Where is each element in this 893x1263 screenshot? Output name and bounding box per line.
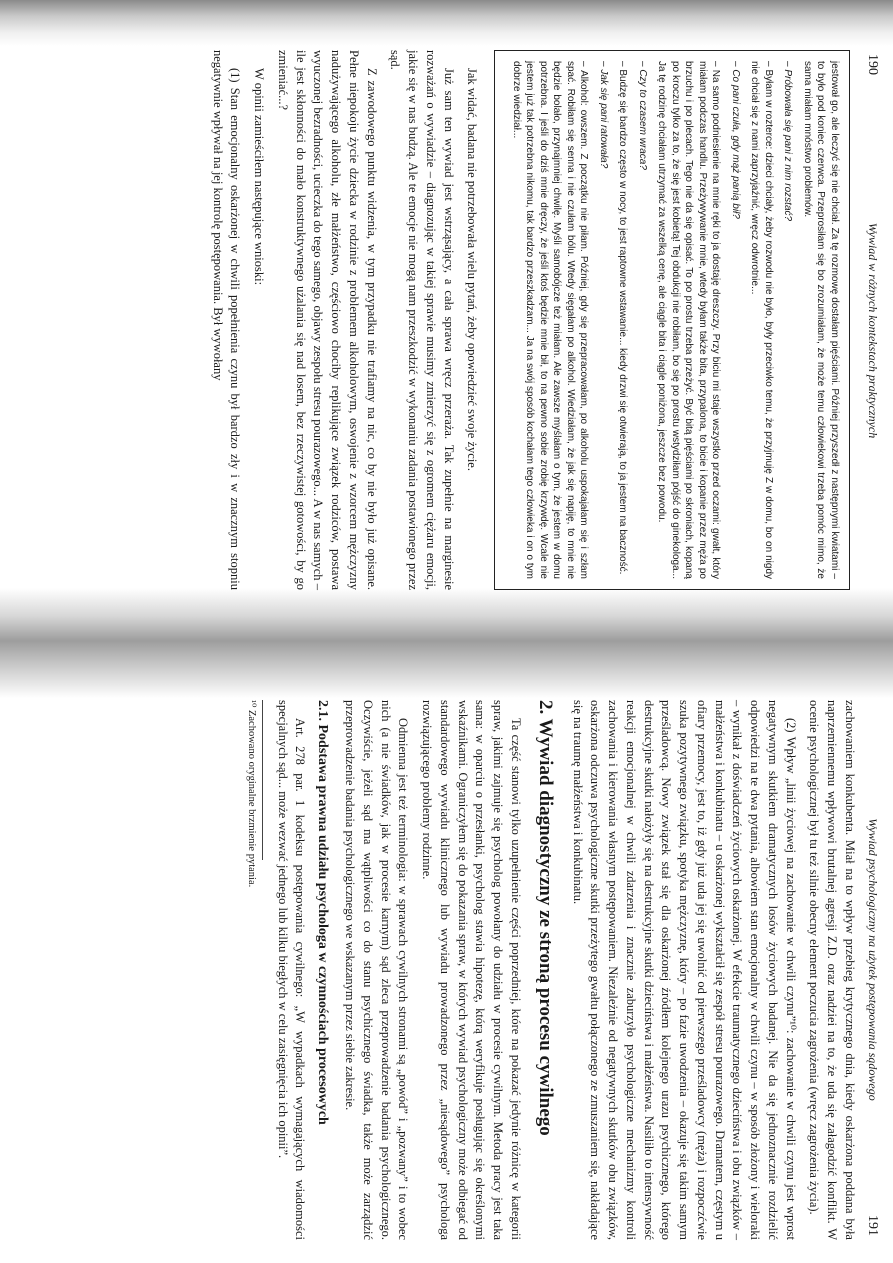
box-answer: – Budzę się bardzo często w nocy, to jest raptowne wstawanie... kiedy drzwi się otwierają, to ja jestem na baczność. <box>617 61 629 575</box>
box-paragraph: jestował go, ale leczyć się nie chciał. Za tę rozmowę dostałam pięściami. Później przyszedł z następnymi kwiatami – to było pod koniec czerwca. Przeprosiłam się bo zrozumiałam, że może temu człowiekowi trzeba pomóc mimo, że sama miałam mnóstwo problemów. <box>802 61 840 579</box>
box-question: – Próbowała się pani z nim rozstać? <box>782 61 794 222</box>
box-question: – Jak się pani ratowała? <box>598 61 609 169</box>
subsection-heading: 2.1. Podstawa prawna udziału psychologa w czynnościach procesowych <box>315 700 331 1125</box>
body-paragraph: (1) Stan emocjonalny oskarżonej w chwili popełnienia czynu był bardzo zły i w znacznym stopniu negatywnie wpływał na jej kontrolę postępowania. Był wywołany <box>210 50 243 590</box>
body-paragraph: Ta część stanowi tylko uzupełnienie części poprzedniej, które na pokazać jedynie różnicę w kategorii spraw, jakimi zajmuje się psycholog powołany do udziału w procesie cywilnym. Metoda pracy jest taka sama: w oparciu o przesłanki, psycholog stawia hipotezę, którą weryfikuje posługując się określonymi wskaźnikami. Ograniczyłem się do pokazania spraw, w których wywiad psychologiczny może odbiegać od standardowego wywiadu klinicznego lub wywiadu prowadzonego przez „niesądowego” psychologa rozwiązującego problemy rodzinne. <box>420 700 523 1240</box>
body-paragraph: Odmienna jest też terminologia: w sprawach cywilnych stronami są „powód” i „pozwany” i to wobec nich (a nie świadków, jak w procesie karnym) sąd zleca przeprowadzenie badania psychologicznego. Oczywiście, jeżeli sąd ma wątpliwości co do stanu psychicznego świadka, także może zarządzić przeprowadzenie badania psychologicznego we wskazanym przez siebie zakresie. <box>343 700 411 1240</box>
interview-box <box>495 50 851 590</box>
body-paragraph: (2) Wpływ „linii życiowej na zachowanie w chwili czynu”¹⁰: zachowanie w chwili czynu jest wprost negatywnym skutkiem dramatycznych losów życiowych badanej. Nie da się jednoznacznie rozdzielić odpowiedzi na te dwa pytania, albowiem stan emocjonalny w chwili czynu – w sposób złożony i wieloraki – wynikał z doświadczeń życiowych oskarżonej. W efekcie traumatycznego dzieciństwa i obu związków – małżeństwa i konkubinatu – u oskarżonej wykształcił się zespół stresu pourazowego. Dramatem, częstym u ofiary przemocy, jest to, iż gdy już uda jej się uwolnić od pierwszego prześladowcy (męża) i rozpoczćwie szuka pozytywnego związku, spotyka mężczyznę, który – po fazie uwodzenia – okazuje się takim samym prześladowcą. Nowy związek stał się dla oskarżonej źródłem kolejnego urazu psychicznego, którego destrukcyjne skutki nałożyły się na destrukcyjne skutki dzieciństwa i małżeństwa. Nasiliło to intensywność reakcji emocjonalnej w chwili zdarzenia i znacznie zaburzyło psychologiczne mechanizmy kontroli zachowania i kierowania własnym postępowaniem. Niezależnie od negatywnych skutków obu związków, oskarżona odczuwa psychologiczne skutki przeżytego gwałtu połączonego ze zmuszaniem się, nakładające się na traumę małżeństwa i konkubinatu. <box>570 700 798 1240</box>
page-number: 191 <box>865 1215 880 1236</box>
box-answer: – Alkohol: owszem. Z początku nie piłam. Później, gdy się przepracowałam, po alkoholu uspokajałam się i szłam spać. Robiłam się senna i nie czułam bólu. Wtedy sięgałam po alkohol. Wiedziałam, że jak się napiję, to mnie nie będzie bolało, przynajmniej chwilę. Myśli samobójcze też miałam. Ale zawsze myślałam o tym, że jestem w domu potrzebna. I jeśli do dziś mnie dręczy, że jeśli ktoś będzie mnie bił, to na pewno sobie zrobię krzywdę. Wcale nie jestem już tak potrzebna nikomu, tak bardzo przeszkadzam... Ja na swój sposób kochałam tego człowieka i on o tym dobrze wiedział... <box>511 61 590 579</box>
running-head-title: Wywiad psychologiczny na użytek postępowania sądowego <box>866 818 880 1101</box>
page-number: 190 <box>865 54 880 75</box>
running-head <box>858 700 880 1240</box>
running-head-title: Wywiad w różnych kontekstach praktycznych <box>866 222 880 439</box>
right-page <box>20 700 880 1240</box>
box-answer: – Byłam w rozterce: dzieci chciały, żeby rozwodu nie było, były przeciwko temu, że przyjmuję Z w domu, bo on nigdy nie chciał się z nami zaprzyjaźnić, wręcz odwrotnie... <box>749 61 774 579</box>
body-paragraph: Art. 278 par. 1 kodeksu postępowania cywilnego: „W wypadkach wymagających wiadomości specjalnych sąd... może wezwać jednego lub kilku biegłych w celu zasięgnięcia ich opinii”. <box>275 700 308 1240</box>
footnote <box>246 700 263 888</box>
left-page <box>20 50 880 590</box>
book-gutter-shadow <box>0 588 893 698</box>
body-paragraph: Z zawodowego punktu widzenia, w tym przypadku nie trafiamy na nic, co by nie było już opisane. Pełne niepokoju życie dziecka w rodzinie z problemem alkoholowym, oswojenie z wzorcem mężczyzny nadużywającego alkoholu, złe małżeństwo, częściowo chociby replikujące związek rodziców, postawa wyuczonej bezradności, ucieczka do tego samego, objawy zespołu stresu pourazowego... A w nas samych – ile jest skłonności do mało konstruktywnego użalania się nad losem, bez rzeczywistej gotowości, by go zmieniać...? <box>276 50 379 590</box>
footnote-text: ¹⁰ Zachowano oryginalne brzmienie pytania. <box>246 700 257 888</box>
box-question: – Co pani czuła, gdy mąż panią bił? <box>730 61 741 219</box>
body-paragraph: Już sam ten wywiad jest wstrząsający, a cała sprawa wręcz przeraża. Tak zupełnie na marginesie rozważań o wywiadzie – diagnozując w takiej sprawie musimy zmierzyć się z ogromem ciężaru emocji, jakie się w nas budzą. Ale te emocje nie mogą nam przeszkodzić w wykonaniu zadania postawionego przez sąd. <box>388 50 456 590</box>
running-head <box>858 50 880 590</box>
body-paragraph: zachowaniem konkubenta. Miał na to wpływ przebieg krytycznego dnia, kiedy oskarżona poddana była naprzemiennemu wpływowi brutalnej agresji Z.D. oraz nadziei na to, że uda się załagodzić konflikt. W ocenie psychologicznej był tu też silnie obecny element poczucia zagrożenia (wręcz zagrożenia życia). <box>807 700 857 1240</box>
body-paragraph: W opinii zamieściłem następujące wnioski: <box>252 68 267 286</box>
section-heading: 2. Wywiad diagnostyczny ze stroną procesu cywilnego <box>535 700 556 1136</box>
scan-shadow-top <box>0 0 893 46</box>
box-question: – Czy to czasem wraca? <box>637 61 648 170</box>
box-answer: – Na samo podniesienie na mnie ręki to ja dostaję dreszczy. Przy biciu mi staje wszystko przed oczami: gwałt, który miałam podczas handlu. Przeżywywanie mnie, wtedy byłam także bita, przypalona, to bicie i kopanie przez męża po brzuchu i po plecach. Tego nie da się opisać. To po prostu trzeba przeżyć. Być bitą pięściami po skroniach, kopaną po kroczu tylko za to, że się jest kobietą! Tej obdukcji nie robiłam, bo się po prostu wstydziłam pójść do ginekologa... Ja tę rodzinę chciałam utrzymać za wszelką cenę, ale ciągle bita i ciągle poniżona, jeszcze bez powodu. <box>656 61 722 579</box>
body-paragraph: Jak widać, badana nie potrzebowała wielu pytań, żeby opowiedzieć swoje życie. <box>465 68 480 471</box>
